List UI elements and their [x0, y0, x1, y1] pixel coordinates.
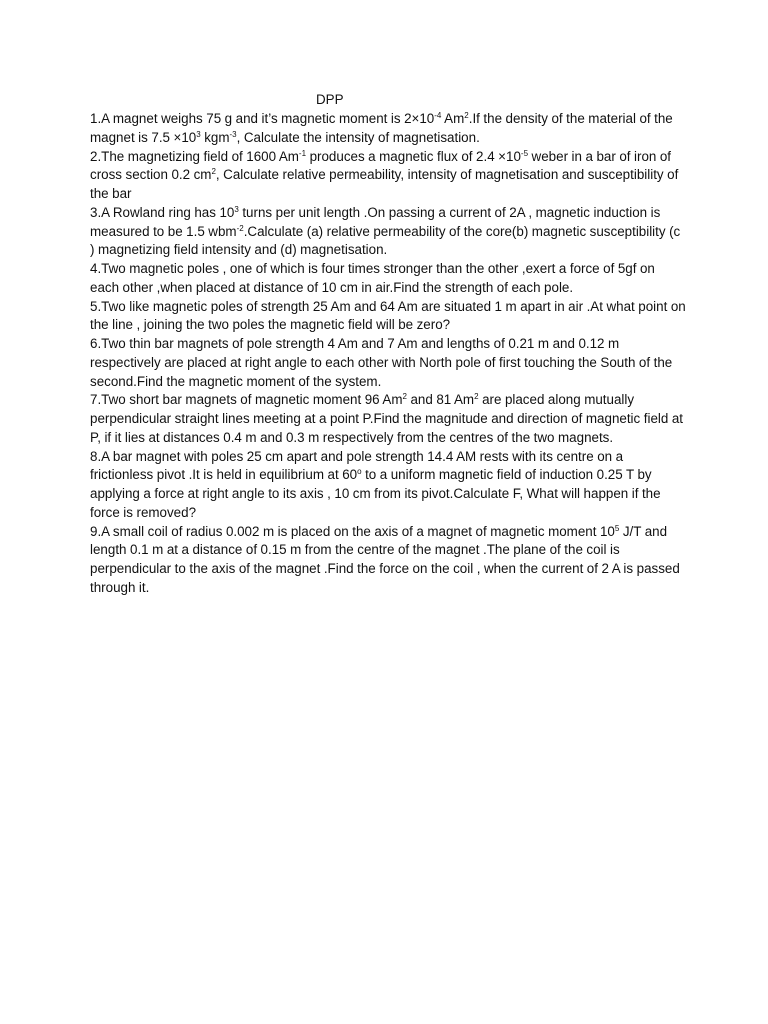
question-8 [90, 448, 686, 523]
question-text: 4.Two magnetic poles , one of which is four times stronger than the other ,exert a force of 5gf on each other ,when placed at distance of 10 cm in air.Find the strength of each pole. [90, 261, 655, 295]
superscript: 2 [402, 392, 407, 402]
question-9 [90, 523, 686, 598]
superscript: -3 [229, 129, 237, 139]
question-text: weber in a bar of iron of cross section 0.2 cm [90, 148, 672, 183]
superscript: 2 [464, 111, 469, 120]
question-text: 8.A bar magnet with poles 25 cm apart and pole strength 14.4 AM rests with its centre on a frictionless pivot .It is held in equilibrium at 60 [90, 448, 624, 483]
question-text: produces a magnetic flux of 2.4 ×10 [306, 148, 521, 164]
question-list [90, 110, 686, 598]
question-7 [90, 391, 686, 447]
question-text: , Calculate the intensity of magnetisation. [236, 129, 480, 145]
question-3 [90, 204, 686, 260]
question-text: 3.A Rowland ring has 10 [90, 204, 235, 220]
question-text: to a uniform magnetic field of induction 0.25 T by applying a force at right angle to its axis , 10 cm from its pivot.Calculate F, What will happen if the force is removed? [90, 467, 661, 520]
superscript: 3 [234, 204, 239, 214]
question-text: kgm [200, 129, 230, 145]
superscript: -2 [236, 223, 244, 233]
question-text: are placed along mutually perpendicular straight lines meeting at a point P.Find the magnitude and direction of magnetic field at P, if it lies at distances 0.4 m and 0.3 m respectively from the centres of the two magnets. [90, 392, 683, 445]
question-text: J/T and length 0.1 m at a distance of 0.15 m from the centre of the magnet .The plane of the coil is perpendicular to the axis of the magnet .Find the force on the coil , when the current of 2 A is passed through it. [90, 523, 680, 595]
question-text: 9.A small coil of radius 0.002 m is placed on the axis of a magnet of magnetic moment 10 [90, 523, 615, 539]
question-text: turns per unit length .On passing a current of 2A , magnetic induction is measured to be 1.5 wbm [90, 204, 661, 239]
question-text: and 81 Am [406, 392, 475, 408]
page-title: DPP [316, 92, 344, 107]
question-text: 1.A magnet weighs 75 g and it’s magnetic moment is 2×10 [90, 111, 435, 126]
question-2 [90, 148, 686, 204]
question-6 [90, 335, 686, 391]
question-text: 2.The magnetizing field of 1600 Am [90, 148, 299, 164]
superscript: -1 [298, 148, 307, 158]
question-5 [90, 298, 686, 336]
question-text: .Calculate (a) relative permeability of the core(b) magnetic susceptibility (c ) magnetizing field intensity and (d) magnetisation. [90, 223, 681, 258]
superscript: o [357, 467, 362, 477]
question-text: .If the density of the material of the magnet is 7.5 ×10 [90, 111, 673, 145]
superscript: -4 [434, 111, 442, 120]
superscript: 5 [614, 523, 620, 533]
question-text: 6.Two thin bar magnets of pole strength 4 Am and 7 Am and lengths of 0.21 m and 0.12 m respectively are placed at right angle to each other with North pole of first touching the South of the second.Find the magnetic moment of the system. [90, 336, 673, 389]
superscript: 3 [196, 129, 201, 139]
question-text: 7.Two short bar magnets of magnetic moment 96 Am [90, 392, 403, 408]
superscript: 2 [474, 392, 479, 402]
question-1 [90, 110, 686, 148]
superscript: -5 [520, 148, 529, 158]
superscript: 2 [211, 167, 216, 177]
question-4 [90, 260, 686, 298]
question-text: 5.Two like magnetic poles of strength 25 Am and 64 Am are situated 1 m apart in air .At what point on the line , joining the two poles the magnetic field will be zero? [90, 298, 686, 333]
question-text: Am [441, 111, 465, 126]
question-text: , Calculate relative permeability, intensity of magnetisation and susceptibility of the bar [90, 167, 679, 201]
